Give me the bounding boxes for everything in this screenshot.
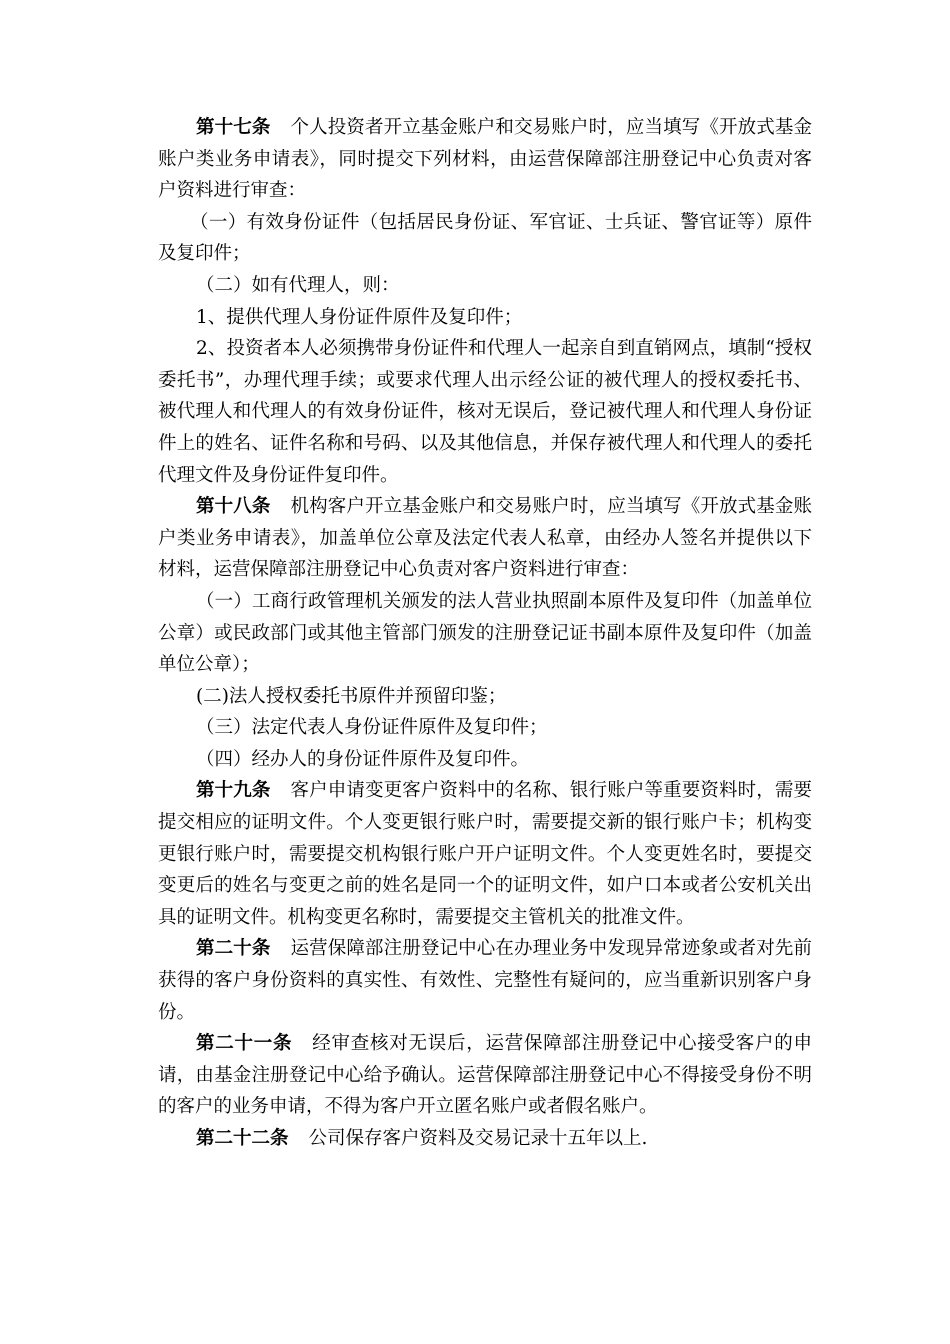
article-17-item-1: （一）有效身份证件（包括居民身份证、军官证、士兵证、警官证等）原件及复印件；: [158, 211, 812, 265]
article-20: [158, 933, 812, 1028]
article-17-text: 个人投资者开立基金账户和交易账户时，应当填写《开放式基金账户类业务申请表》，同时提交下列材料，由运营保障部注册登记中心负责对客户资料进行审查：: [158, 117, 812, 202]
article-18-item-1: （一）工商行政管理机关颁发的法人营业执照副本原件及复印件（加盖单位公章）或民政部门或其他主管部门颁发的注册登记证书副本原件及复印件（加盖单位公章）；: [158, 590, 812, 676]
article-17-item-2: （二）如有代理人，则：: [196, 274, 400, 296]
article-17-heading: 第十七条: [196, 117, 271, 138]
article-18-item-2: (二)法人授权委托书原件并预留印鉴；: [196, 685, 507, 707]
article-18-item-4: （四）经办人的身份证件原件及复印件。: [196, 748, 530, 770]
article-18-heading: 第十八条: [196, 496, 271, 518]
article-21-text: 经审查核对无误后，运营保障部注册登记中心接受客户的申请，由基金注册登记中心给予确认。运营保障部注册登记中心不得接受身份不明的客户的业务申请，不得为客户开立匿名账户或者假名账户。: [158, 1033, 812, 1118]
article-18-text: 机构客户开立基金账户和交易账户时，应当填写《开放式基金账户类业务申请表》，加盖单位公章及法定代表人私章，由经办人签名并提供以下材料，运营保障部注册登记中心负责对客户资料进行审查：: [158, 496, 812, 581]
article-22-text: 公司保存客户资料及交易记录十五年以上.: [308, 1128, 648, 1149]
article-21-heading: 第二十一条: [196, 1033, 293, 1055]
article-19-heading: 第十九条: [196, 780, 271, 802]
article-22: [158, 1123, 812, 1155]
article-18: [158, 491, 812, 586]
article-17-item-2-sub-2: 2、投资者本人必须携带身份证件和代理人一起亲自到直销网点，填制“授权委托书”，办理代理手续；或要求代理人出示经公证的被代理人的授权委托书、被代理人和代理人的有效身份证件，核对无误后，登记被代理人和代理人身份证件上的姓名、证件名称和号码、以及其他信息，并保存被代理人和代理人的委托代理文件及身份证件复印件。: [158, 338, 812, 486]
article-20-heading: 第二十条: [196, 938, 271, 960]
document-body: [158, 112, 812, 1155]
article-22-heading: 第二十二条: [196, 1128, 289, 1149]
article-19-text: 客户申请变更客户资料中的名称、银行账户等重要资料时，需要提交相应的证明文件。个人变更银行账户时，需要提交新的银行账户卡；机构变更银行账户时，需要提交机构银行账户开户证明文件。个人变更姓名时，要提交变更后的姓名与变更之前的姓名是同一个的证明文件，如户口本或者公安机关出具的证明文件。机构变更名称时，需要提交主管机关的批准文件。: [158, 780, 812, 928]
article-17-item-2-sub-1: 1、提供代理人身份证件原件及复印件；: [196, 306, 523, 328]
article-21: [158, 1028, 812, 1123]
article-17: [158, 112, 812, 207]
article-19: [158, 775, 812, 933]
article-18-item-3: （三）法定代表人身份证件原件及复印件；: [196, 717, 548, 739]
article-20-text: 运营保障部注册登记中心在办理业务中发现异常迹象或者对先前获得的客户身份资料的真实性、有效性、完整性有疑问的，应当重新识别客户身份。: [158, 938, 812, 1023]
